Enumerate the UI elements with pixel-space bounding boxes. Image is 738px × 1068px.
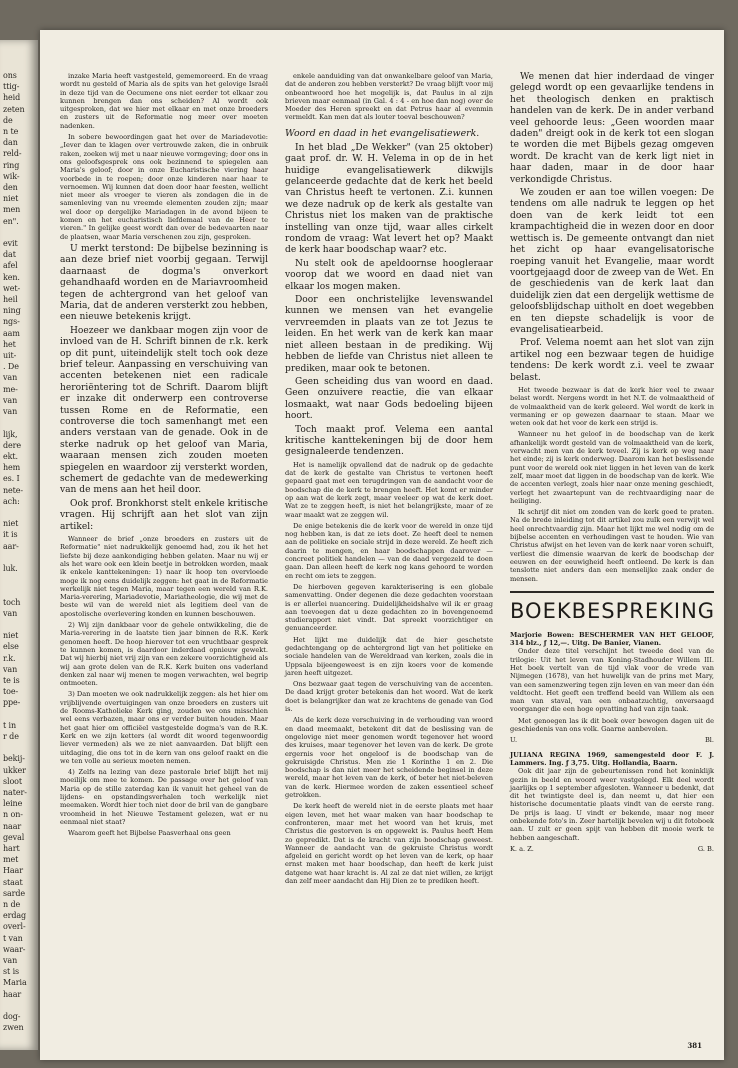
quote-paragraph: Als de kerk deze verschuiving in de verhouding van woord en daad meemaakt, betekent dit dat de beslissing van de ongelovige niet meer genomen wordt tegenover het woord des kruises, maar tegenover het leven van de kerk. De grote ergernis voor het ongeloof is de boodschap van de gekruisigde Christus. Men zie 1 Korinthe 1 en 2. Die boodschap is dan niet meer het scheidende beginsel in deze wereld, maar het leven van de kerk, of beter het niet-beleven van de kerk. Hiermee worden de zaken essentieel scheef getrokken. [285, 716, 493, 800]
quote-paragraph: De hierboven gegeven karakterisering is een globale samenvatting. Onder degenen die deze gedachten voorstaan is er allerlei nuancering. Duidelijkheidshalve wil ik er graag aan toevoegen dat u deze gedachten zo in bovengenoemd studierapport niet vindt. Dat spreekt voorzichtiger en genuanceerder. [285, 582, 493, 633]
paragraph: Ook prof. Bronkhorst stelt enkele kritische vragen. Hij schrijft aan het slot van zijn artikel: [60, 498, 268, 532]
section-title: BOEKBESPREKING [510, 598, 716, 623]
book-review-text: Met genoegen las ik dit boek over bewogen dagen uit de geschiedenis van ons volk. Gaarne aanbevolen. [510, 716, 714, 734]
paragraph: U merkt terstond: De bijbelse bezinning is aan deze brief niet voorbij gegaan. Terwijl daarnaast de dogma's onverkort gehandhaafd worden en de Mariavroomheid tegen de achtergrond van het geloof van Maria, dat de anderen versterkt zou hebben, een nieuwe betekenis krijgt. [60, 243, 268, 323]
paragraph: Geen scheiding dus van woord en daad. Geen onzuivere reactie, die van elkaar losmaakt, wat naar Gods bedoeling bijeen hoort. [285, 376, 493, 422]
paragraph: Door een onchristelijke levenswandel kunnen we mensen van het evangelie vervreemden in plaats van ze tot Jezus te leiden. En het werk van de kerk kan maar niet alleen bestaan in de prediking. Wij hebben de liefde van Christus niet alleen te prediken, maar ook te betonen. [285, 295, 493, 374]
quote-paragraph: Wanneer de brief „onze broeders en zusters uit de Reformatie" niet nadrukkelijk genoemd had, zou ik het het liefste bij deze aankondiging hebben gelaten. Maar nu wij er als het ware ook een klein beetje in betrokken worden, maak ik enkele kanttekeningen: 1) naar ik hoop ten overvloede moge ik nog eens duidelijk zeggen: het gaat in de Reformatie werkelijk niet tegen Maria, maar tegen een wereld van R.K. Maria-verering, Mariadevotie, Mariatheologie, die wij met de beste wil van de wereld niet als legitiem deel van de apostolische overlevering konden en kunnen beschouwen. [60, 535, 268, 618]
paragraph: We menen dat hier inderdaad de vinger gelegd wordt op een gevaarlijke tendens in het theologisch denken en praktisch handelen van de kerk. De in ander verband veel gehoorde leus: „Geen woorden maar daden" dreigt ook in de kerk tot een slogan te worden die met Bijbels gezag omgeven wordt. De kracht van de kerk ligt niet in haar daden, maar in de door haar verkondigde Christus. [510, 72, 714, 185]
reviewer-initial-right: G. B. [697, 844, 714, 853]
quote-paragraph: Ik schrijf dit niet om zonden van de kerk goed te praten. Na de brede inleiding tot dit artikel zou zulk een verwijt wel heel onrechtvaardig zijn. Maar het lijkt me wel nodig om de bijbelse accenten en verhoudingen vast te houden. Wie van Christus afwijst en het leven van de kerk naar voren schuift, verliest die dimensie waarvan de kerk de boodschap der eeuwen en der eeuwigheid heeft ontleend. De kerk is dan tenslotte niet anders dan een menselijke zaak onder de mensen. [510, 508, 714, 583]
paragraph: Nu stelt ook de apeldoornse hoogleraar voorop dat we woord en daad niet van elkaar los mogen maken. [285, 258, 493, 292]
quote-paragraph: Het lijkt me duidelijk dat de hier geschetste gedachtengang op de achtergrond ligt van het politieke en sociale handelen van de Wereldraad van kerken, zoals die in Uppsala bijeengeweest is en zijn koers voor de komende jaren heeft uitgezet. [285, 635, 493, 677]
quote-paragraph: Het is namelijk opvallend dat de nadruk op de gedachte dat de kerk de gestalte van Christus te vertonen heeft gepaard gaat met een terugdringen van de aandacht voor de boodschap die de kerk te brengen heeft. Het komt er minder op aan wat de kerk zegt, maar veeleer op wat de kerk doet. Wat ze te zeggen heeft, is niet het belangrijkste, maar of ze waar maakt wat ze zeggen wil. [285, 460, 493, 519]
paragraph: enkele aanduiding van dat onwankelbare geloof van Maria, dat de anderen zou hebben versterkt? De vraag blijft voor mij onbeantwoord hoe het mogelijk is, dat Paulus in al zijn brieven maar eenmaal (in Gal. 4 : 4 - en hoe dan nog) over de Moeder des Heren spreekt en dat Petrus haar al evenmin vermeldt. Kan men dat als louter toeval beschouwen? [285, 72, 493, 122]
book-review-text: Onder deze titel verschijnt het tweede deel van de trilogie: Uit het leven van Koning-Stadhouder Willem III. Het boek vertelt van de tijd vlak voor de vrede van Nijmegen (1678), van het huwelijk van de prins met Mary, van een samenzwering tegen zijn leven en van meer dan één veldtocht. Het geeft een treffend beeld van Willem als een man van staval, van een onbaatzuchtig, onversaagd voorganger die een hoge opvatting had van zijn taak. [510, 647, 714, 714]
quote-paragraph: Wanneer nu het geloof in de boodschap van de kerk afhankelijk wordt gesteld van de volmaaktheid van de kerk, verwacht men van de kerk teveel. Zij is kerk op weg naar het einde; zij is kerk onderweg. Daarom kan het beslissende punt voor de wereld ook niet liggen in het leven van de kerk zelf, maar moet dat liggen in de boodschap van de kerk. Wie de accenten verlegt, zoals hier naar onze mening geschiedt, verlegt het zwaartepunt van de rechtvaardiging naar de heiliging. [510, 430, 714, 505]
quote-paragraph: De kerk heeft de wereld niet in de eerste plaats met haar eigen leven, met het waar maken van haar boodschap te confronteren, maar met het woord van het kruis, met Christus die gestorven is en opgewekt is. Paulus heeft Hem zo gepredikt. Dat is de kracht van zijn boodschap geweest. Wanneer de aandacht van de gekruiste Christus wordt afgeleid en gericht wordt op het leven van de kerk, op haar ernst maken met haar boodschap, dan heeft de kerk juist datgene wat haar kracht is. Al zal ze dat niet willen, ze krijgt dan zelf meer aandacht dan Hij Dien ze te prediken heeft. [285, 802, 493, 885]
review-signature [510, 845, 714, 853]
book-review-text: Ook dit jaar zijn de gebeurtenissen rond het koninklijk gezin in beeld en woord weer vastgelegd. Elk deel wordt jaarlijks op 1 september afgesloten. Wanneer u bedenkt, dat dit het twintigste deel is, dan neemt u, dat hier een historische documentatie plaats vindt van de eerste rang. De prijs is laag. U vindt er bekende, maar nog meer onbekende foto's in. Zeer hartelijk bevelen wij u dit fotoboek aan. U zult er geen spijt van hebben dit mooie werk te hebben aangeschaft. [510, 767, 714, 842]
paragraph: We zouden er aan toe willen voegen: De tendens om alle nadruk te leggen op het doen van de kerk leidt tot een krampachtigheid die in wezen door en door wettisch is. De gemeente ontvangt dan niet het zicht op haar evangelisatorische roeping vanuit het Evangelie, maar wordt voortgejaagd door de zweep van de Wet. En de geschiedenis van de kerk laat dan duidelijk zien dat een dergelijk wettisme de geloofsblijdschap uitholt en doet wegebben en ten diepste schadelijk is voor de evangelisatiearbeid. [510, 188, 714, 335]
column-2 [285, 72, 493, 888]
quote-paragraph: Het tweede bezwaar is dat de kerk hier veel te zwaar belast wordt. Nergens wordt in het N.T. de volmaaktheid of de volmaaktheid van de kerk geleerd. Wel wordt de kerk in vermaning er op gewezen daarnaar te staan. Maar we weten ook dat het voor de kerk een strijd is. [510, 385, 714, 428]
paragraph: Toch maakt prof. Velema een aantal kritische kanttekeningen bij de door hem gesignaleerde tendenzen. [285, 424, 493, 458]
reviewer-initial-left: K. a. Z. [510, 844, 534, 853]
magazine-page [40, 30, 724, 1060]
quote-paragraph: 2) Wij zijn dankbaar voor de gehele ontwikkeling, die de Maria-verering in de laatste tien jaar binnen de R.K. Kerk genomen heeft. De hoop hierover tot een vruchtbaar gesprek te kunnen komen, is daardoor inderdaad opnieuw gewekt. Dat wij hierbij niet vrij zijn van een zekere voorzichtigheid als wij aan grote delen van de R.K. Kerk buiten ons vaderland denken zal naar wij menen te mogen verwachten, wel begrip ontmoeten. [60, 621, 268, 688]
previous-page-edge [0, 40, 38, 1050]
previous-page-text-fragments: ons ttig- heid zeten de n te dan reld- ring wik- den niet men en". evit dat afel ken. wet- heil ning ngs- aam het uit- . De van me- van van lijk, dere ekt. hem es. I nete- ach: niet it is aar- luk. toch van niet else r.k. van te is toe- ppe- t in r de bekij- ukker sloot nater- leine n on- naar geval hart met Haar staat sarde n de erdag overl- t van waar- van st is Maria haar dog- zwen [3, 71, 27, 1033]
paragraph: inzake Maria heeft vastgesteld, gememoreerd. En de vraag wordt nu gesteld of Maria als de spits van het gelovige Israël in deze tijd van de Oecumene ons niet eerder tot elkaar zou kunnen brengen dan ons scheiden? Al wordt ook uitgesproken, dat we hier met elkaar en met onze broeders en zusters uit de Reformatie nog meer over moeten nadenken. [60, 72, 268, 130]
paragraph: Hoezeer we dankbaar mogen zijn voor de invloed van de H. Schrift binnen de r.k. kerk op dit punt, uiteindelijk stelt toch ook deze brief teleur. Aanpassing en verschuiving van accenten betekenen niet een radicale heroriëntering tot de Schrift. Daarom blijft er inzake dit onderwerp een controverse tussen Rome en de Reformatie, een controverse die toch samenhangt met een anders verstaan van de genade. Ook in de sterke nadruk op het geloof van Maria, waaraan mensen zich zouden moeten spiegelen en waardoor zij versterkt worden, schemert de gedachte van de medewerking van de mens aan het heil door. [60, 325, 268, 496]
section-divider [510, 591, 714, 593]
reviewer-initial-left: U. [510, 736, 518, 745]
review-signature [510, 736, 714, 744]
section-heading: Woord en daad in het evangelisatiewerk. [285, 127, 480, 139]
reviewer-initial-right: Bl. [704, 736, 714, 745]
column-3 [510, 72, 714, 857]
quote-paragraph: Ons bezwaar gaat tegen de verschuiving van de accenten. De daad krijgt groter betekenis dan het woord. Wat de kerk doet is belangrijker dan wat ze krachtens de genade van God is. [285, 680, 493, 714]
paragraph: Prof. Velema noemt aan het slot van zijn artikel nog een bezwaar tegen de huidige tendens: De kerk wordt z.i. veel te zwaar belast. [510, 338, 714, 383]
book-review-heading: JULIANA REGINA 1969, samengesteld door F. J. Lammers. Ing. ƒ 3,75. Uitg. Hollandia, Baarn. [510, 750, 714, 767]
page-number: 381 [687, 1041, 702, 1050]
column-1 [60, 72, 268, 840]
paragraph: In het blad „De Wekker" (van 25 oktober) gaat prof. dr. W. H. Velema in op de in het huidige evangelisatiewerk dikwijls gelanceerde gedachte dat de kerk het beeld van Christus heeft te vertonen. Z.i. kunnen we deze nadruk op de kerk als gestalte van Christus niet los maken van de praktische instelling van onze tijd, waar alles cirkelt rondom de vraag: Wat levert het op? Maakt de kerk haar boodschap waar? etc. [285, 142, 493, 256]
paragraph: In sobere bewoordingen gaat het over de Mariadevotie: „Iever dan te klagen over vertrouwde zaken, die in onbruik raken, zoeken wij met u naar nieuwe vormgeving; door ons in ons geloofsgesprek ons ook bezinnend te spiegelen aan Maria's geloof; door in onze Eucharistische viering haar voorbede in te roepen; door onze kinderen naar haar te vernoemen. Wij kunnen dat doen door haar feesten, wellicht niet meer als vroeger te vieren als zondagen die in de samenleving van nu vreemde elementen zouden zijn; maar wel door op dergelijke Mariadagen in de avond bijeen te komen en het eucharistisch liefdemaal van de Heer te vieren." In gelijke geest wordt dan over de bedevaarten naar de plaatsen, waar Maria verschenen zou zijn, gesproken. [60, 133, 268, 241]
quote-paragraph: 3) Dan moeten we ook nadrukkelijk zeggen: als het hier om vrijblijvende overtuigingen van onze broeders en zusters uit de Rooms-Katholieke Kerk ging, zouden we ons misschien wel eens verbazen, maar ons er verder buiten houden. Maar het gaat hier om officiëel vastgestelde dogma's van de R.K. Kerk en we zijn ketters (al wordt dit woord tegenwoordig liever vermeden) als we ze niet aanvaarden. Dat blijft een uitdaging, die ons tot in de kern van ons geloof raakt en die we ten volle au serieux moeten nemen. [60, 690, 268, 765]
book-review-heading: Marjorie Bowen: BESCHERMER VAN HET GELOOF, 314 blz., ƒ 12,—. Uitg. De Banier, Vianen. [510, 630, 714, 648]
quote-paragraph: Waarom geeft het Bijbelse Paasverhaal ons geen [68, 829, 231, 838]
quote-paragraph: De enige betekenis die de kerk voor de wereld in onze tijd nog hebben kan, is dat ze iets doet. Ze heeft deel te nemen aan de politieke en sociale strijd in deze wereld. Ze heeft zich daarin te mengen, en haar boodschappen daarover — concreet politiek handelen — van de daad vergezeld te doen gaan. Dan alleen heeft de kerk nog kans gehoord te worden en recht om iets te zeggen. [285, 521, 493, 580]
quote-paragraph: 4) Zelfs na lezing van deze pastorale brief blijft het mij moeilijk om mee te komen. De passage over het geloof van Maria op de stille zaterdag kan ik vanuit het geheel van de lijdens- en opstandingsverhalen toch werkelijk niet meemaken. Wordt hier toch niet door de bril van de gangbare vroomheid in het Nieuwe Testament gelezen, wat er nu eenmaal niet staat? [60, 768, 268, 826]
